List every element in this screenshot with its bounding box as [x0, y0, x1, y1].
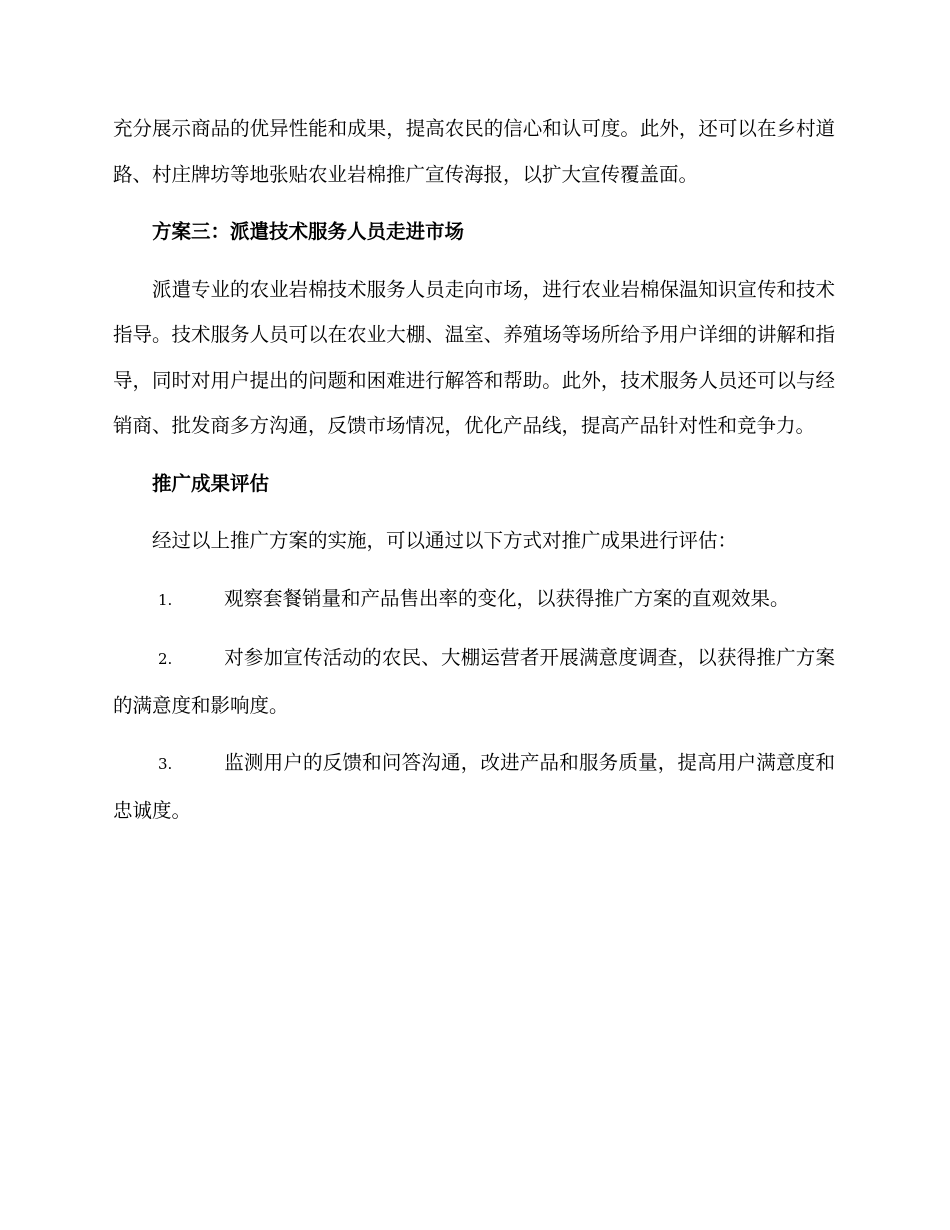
list-number: 2. [158, 650, 173, 668]
paragraph-evaluation-intro: 经过以上推广方案的实施，可以通过以下方式对推广成果进行评估： [152, 529, 738, 552]
paragraph-plan-3: 派遣专业的农业岩棉技术服务人员走向市场，进行农业岩棉保温知识宣传和技术指导。技术服务人员可以在农业大棚、温室、养殖场等场所给予用户详细的讲解和指导，同时对用户提出的问题和困难进行解答和帮助。此外，技术服务人员还可以与经销商、批发商多方沟通，反馈市场情况，优化产品线，提高产品针对性和竞争力。 [113, 277, 835, 437]
list-item-text: 观察套餐销量和产品售出率的变化，以获得推广方案的直观效果。 [224, 586, 790, 610]
list-item [113, 635, 835, 728]
document-page [113, 106, 835, 845]
list-number: 3. [158, 755, 173, 773]
section-heading-evaluation: 推广成果评估 [152, 471, 270, 495]
list-item [113, 740, 835, 833]
section-heading-plan-3: 方案三：派遣技术服务人员走进市场 [152, 220, 465, 243]
list-number: 1. [158, 590, 173, 609]
list-item-text: 对参加宣传活动的农民、大棚运营者开展满意度调查，以获得推广方案的满意度和影响度。 [113, 646, 835, 717]
list-item-text: 监测用户的反馈和问答沟通，改进产品和服务质量，提高用户满意度和忠诚度。 [113, 751, 835, 822]
paragraph-continued: 充分展示商品的优异性能和成果，提高农民的信心和认可度。此外，还可以在乡村道路、村庄牌坊等地张贴农业岩棉推广宣传海报，以扩大宣传覆盖面。 [113, 117, 835, 186]
list-item [113, 576, 835, 624]
